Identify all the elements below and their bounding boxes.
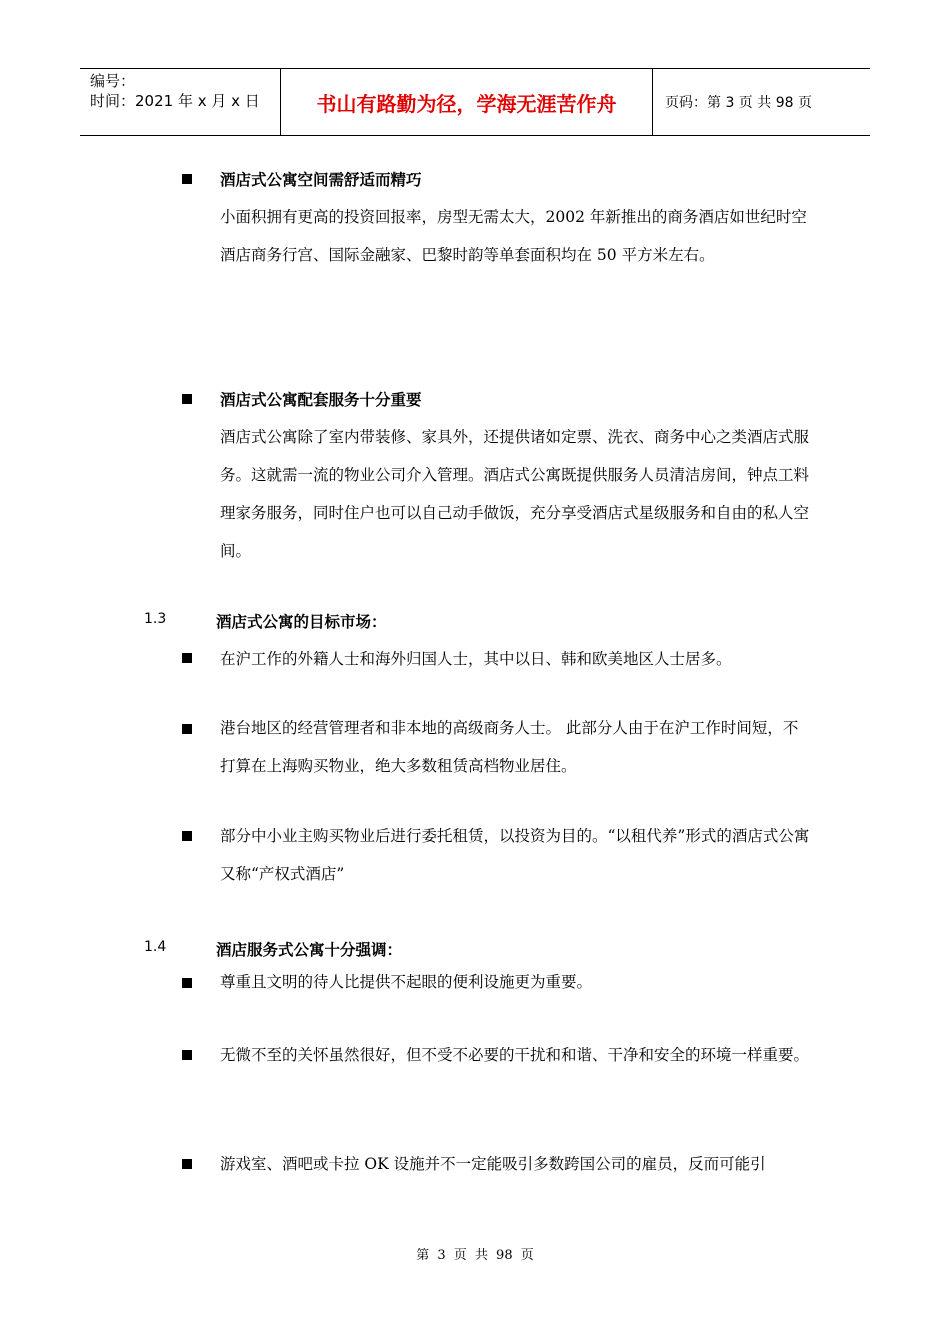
block-paragraph: 小面积拥有更高的投资回报率，房型无需太大，2002 年新推出的商务酒店如世纪时空酒店商务行宫、国际金融家、巴黎时韵等单套面积均在 50 平方米左右。 — [220, 208, 807, 264]
bullet-icon — [182, 394, 192, 404]
list-item: 港台地区的经营管理者和非本地的高级商务人士。 此部分人由于在沪工作时间短，不打算在上海购买物业，绝大多数租赁高档物业居住。 — [220, 719, 799, 775]
list-item: 在沪工作的外籍人士和海外归国人士，其中以日、韩和欧美地区人士居多。 — [220, 650, 732, 668]
document-number-label: 编号： — [90, 72, 136, 90]
page-footer: 第 3 页 共 98 页 — [416, 1248, 534, 1263]
bullet-icon — [182, 653, 192, 663]
list-item: 无微不至的关怀虽然很好，但不受不必要的干扰和和谐、干净和安全的环境一样重要。 — [220, 1046, 810, 1064]
list-item: 部分中小业主购买物业后进行委托租赁，以投资为目的。“以租代养”形式的酒店式公寓又称“产权式酒店” — [220, 827, 810, 883]
bullet-icon — [182, 174, 192, 184]
block-title: 酒店式公寓配套服务十分重要 — [220, 390, 422, 409]
section-title: 酒店式公寓的目标市场： — [216, 612, 387, 631]
list-item: 尊重且文明的待人比提供不起眼的便利设施更为重要。 — [220, 973, 593, 991]
bullet-icon — [182, 724, 192, 734]
bullet-icon — [182, 978, 192, 988]
block-title: 酒店式公寓空间需舒适而精巧 — [220, 170, 422, 189]
section-title: 酒店服务式公寓十分强调： — [216, 940, 403, 959]
bullet-icon — [182, 1159, 192, 1169]
header-motto: 书山有路勤为径，学海无涯苦作舟 — [281, 69, 653, 135]
list-item: 游戏室、酒吧或卡拉 OK 设施并不一定能吸引多数跨国公司的雇员，反而可能引 — [220, 1155, 766, 1173]
section-number: 1.3 — [144, 611, 167, 627]
header-page-label: 页码：第 3 页 共 98 页 — [665, 95, 812, 111]
page-header — [80, 68, 870, 136]
bullet-icon — [182, 831, 192, 841]
document-time-label: 时间：2021 年 x 月 x 日 — [90, 92, 260, 110]
bullet-icon — [182, 1050, 192, 1060]
block-paragraph: 酒店式公寓除了室内带装修、家具外，还提供诸如定票、洗衣、商务中心之类酒店式服务。这就需一流的物业公司介入管理。酒店式公寓既提供服务人员清洁房间，钟点工料理家务服务，同时住户也可以自己动手做饭，充分享受酒店式星级服务和自由的私人空间。 — [220, 428, 810, 560]
header-meta — [80, 69, 281, 135]
section-number: 1.4 — [144, 939, 167, 955]
